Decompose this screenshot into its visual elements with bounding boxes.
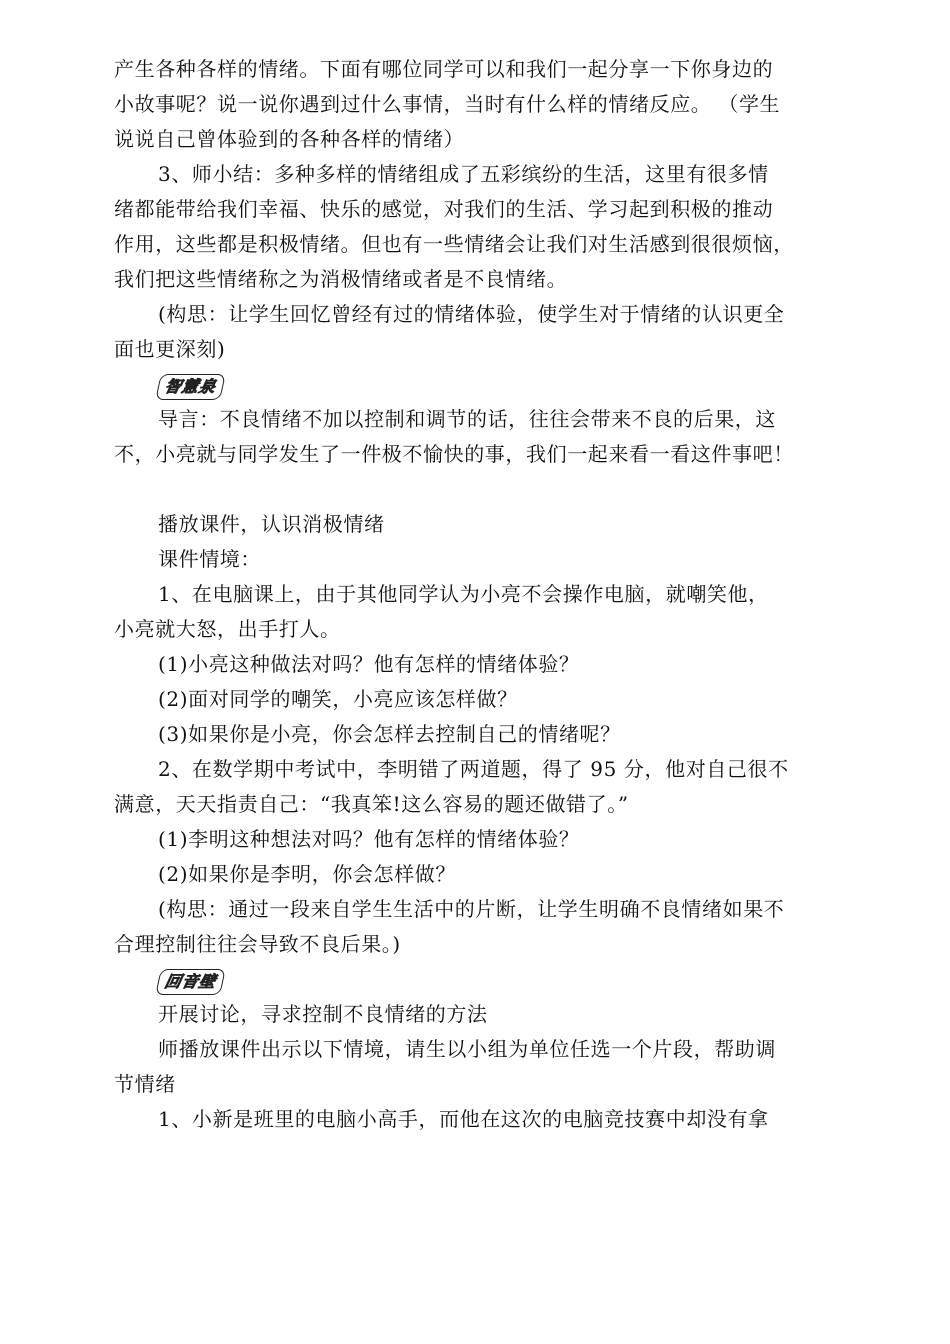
- text-line: 1、小新是班里的电脑小高手，而他在这次的电脑竞技赛中却没有拿: [158, 1107, 769, 1131]
- text-line: 产生各种各样的情绪。下面有哪位同学可以和我们一起分享一下你身边的: [114, 57, 774, 81]
- text-line: (1)李明这种想法对吗？他有怎样的情绪体验？: [158, 827, 580, 851]
- text-line: 导言：不良情绪不加以控制和调节的话，往往会带来不良的后果，这: [158, 407, 776, 431]
- text-line: (构思：通过一段来自学生生活中的片断，让学生明确不良情绪如果不: [158, 897, 785, 921]
- text-line: 合理控制往往会导致不良后果。): [114, 932, 401, 956]
- text-line: 节情绪: [114, 1072, 176, 1096]
- text-line: 播放课件，认识消极情绪: [158, 512, 385, 536]
- text-line: 开展讨论，寻求控制不良情绪的方法: [158, 1002, 488, 1026]
- text-line: 师播放课件出示以下情境，请生以小组为单位任选一个片段，帮助调: [158, 1037, 776, 1061]
- text-line: 3、师小结：多种多样的情绪组成了五彩缤纷的生活，这里有很多情: [158, 162, 769, 186]
- text-line: 小故事呢？说一说你遇到过什么事情，当时有什么样的情绪反应。 （学生: [114, 92, 781, 116]
- text-line: 2、在数学期中考试中，李明错了两道题，得了 95 分，他对自己很不: [158, 757, 789, 781]
- text-line: 满意，天天指责自己：“我真笨!这么容易的题还做错了。”: [114, 792, 629, 816]
- text-line: (3)如果你是小亮，你会怎样去控制自己的情绪呢？: [158, 722, 621, 746]
- text-line: 面也更深刻): [114, 337, 226, 361]
- text-line: 我们把这些情绪称之为消极情绪或者是不良情绪。: [114, 267, 568, 291]
- section-label-echo-wall: 回音壁: [155, 969, 226, 995]
- text-line: (构思：让学生回忆曾经有过的情绪体验，使学生对于情绪的认识更全: [158, 302, 785, 326]
- text-line: 绪都能带给我们幸福、快乐的感觉，对我们的生活、学习起到积极的推动: [114, 197, 774, 221]
- text-line: (2)面对同学的嘲笑，小亮应该怎样做？: [158, 687, 518, 711]
- section-heading-row: [114, 367, 854, 402]
- blank-line: [114, 472, 854, 507]
- text-line: 不，小亮就与同学发生了一件极不愉快的事，我们一起来看一看这件事吧！: [114, 442, 794, 466]
- section-heading-row: [114, 962, 854, 997]
- text-line: 小亮就大怒，出手打人。: [114, 617, 341, 641]
- text-line: 1、在电脑课上，由于其他同学认为小亮不会操作电脑，就嘲笑他，: [158, 582, 769, 606]
- text-line: 作用，这些都是积极情绪。但也有一些情绪会让我们对生活感到很很烦恼，: [114, 232, 794, 256]
- text-line: 说说自己曾体验到的各种各样的情绪）: [114, 127, 465, 151]
- text-line: (2)如果你是李明，你会怎样做？: [158, 862, 456, 886]
- text-line: 课件情境：: [158, 547, 261, 571]
- section-label-wisdom-spring: 智慧泉: [155, 374, 226, 400]
- document-page: [114, 52, 854, 1137]
- text-line: (1)小亮这种做法对吗？他有怎样的情绪体验？: [158, 652, 580, 676]
